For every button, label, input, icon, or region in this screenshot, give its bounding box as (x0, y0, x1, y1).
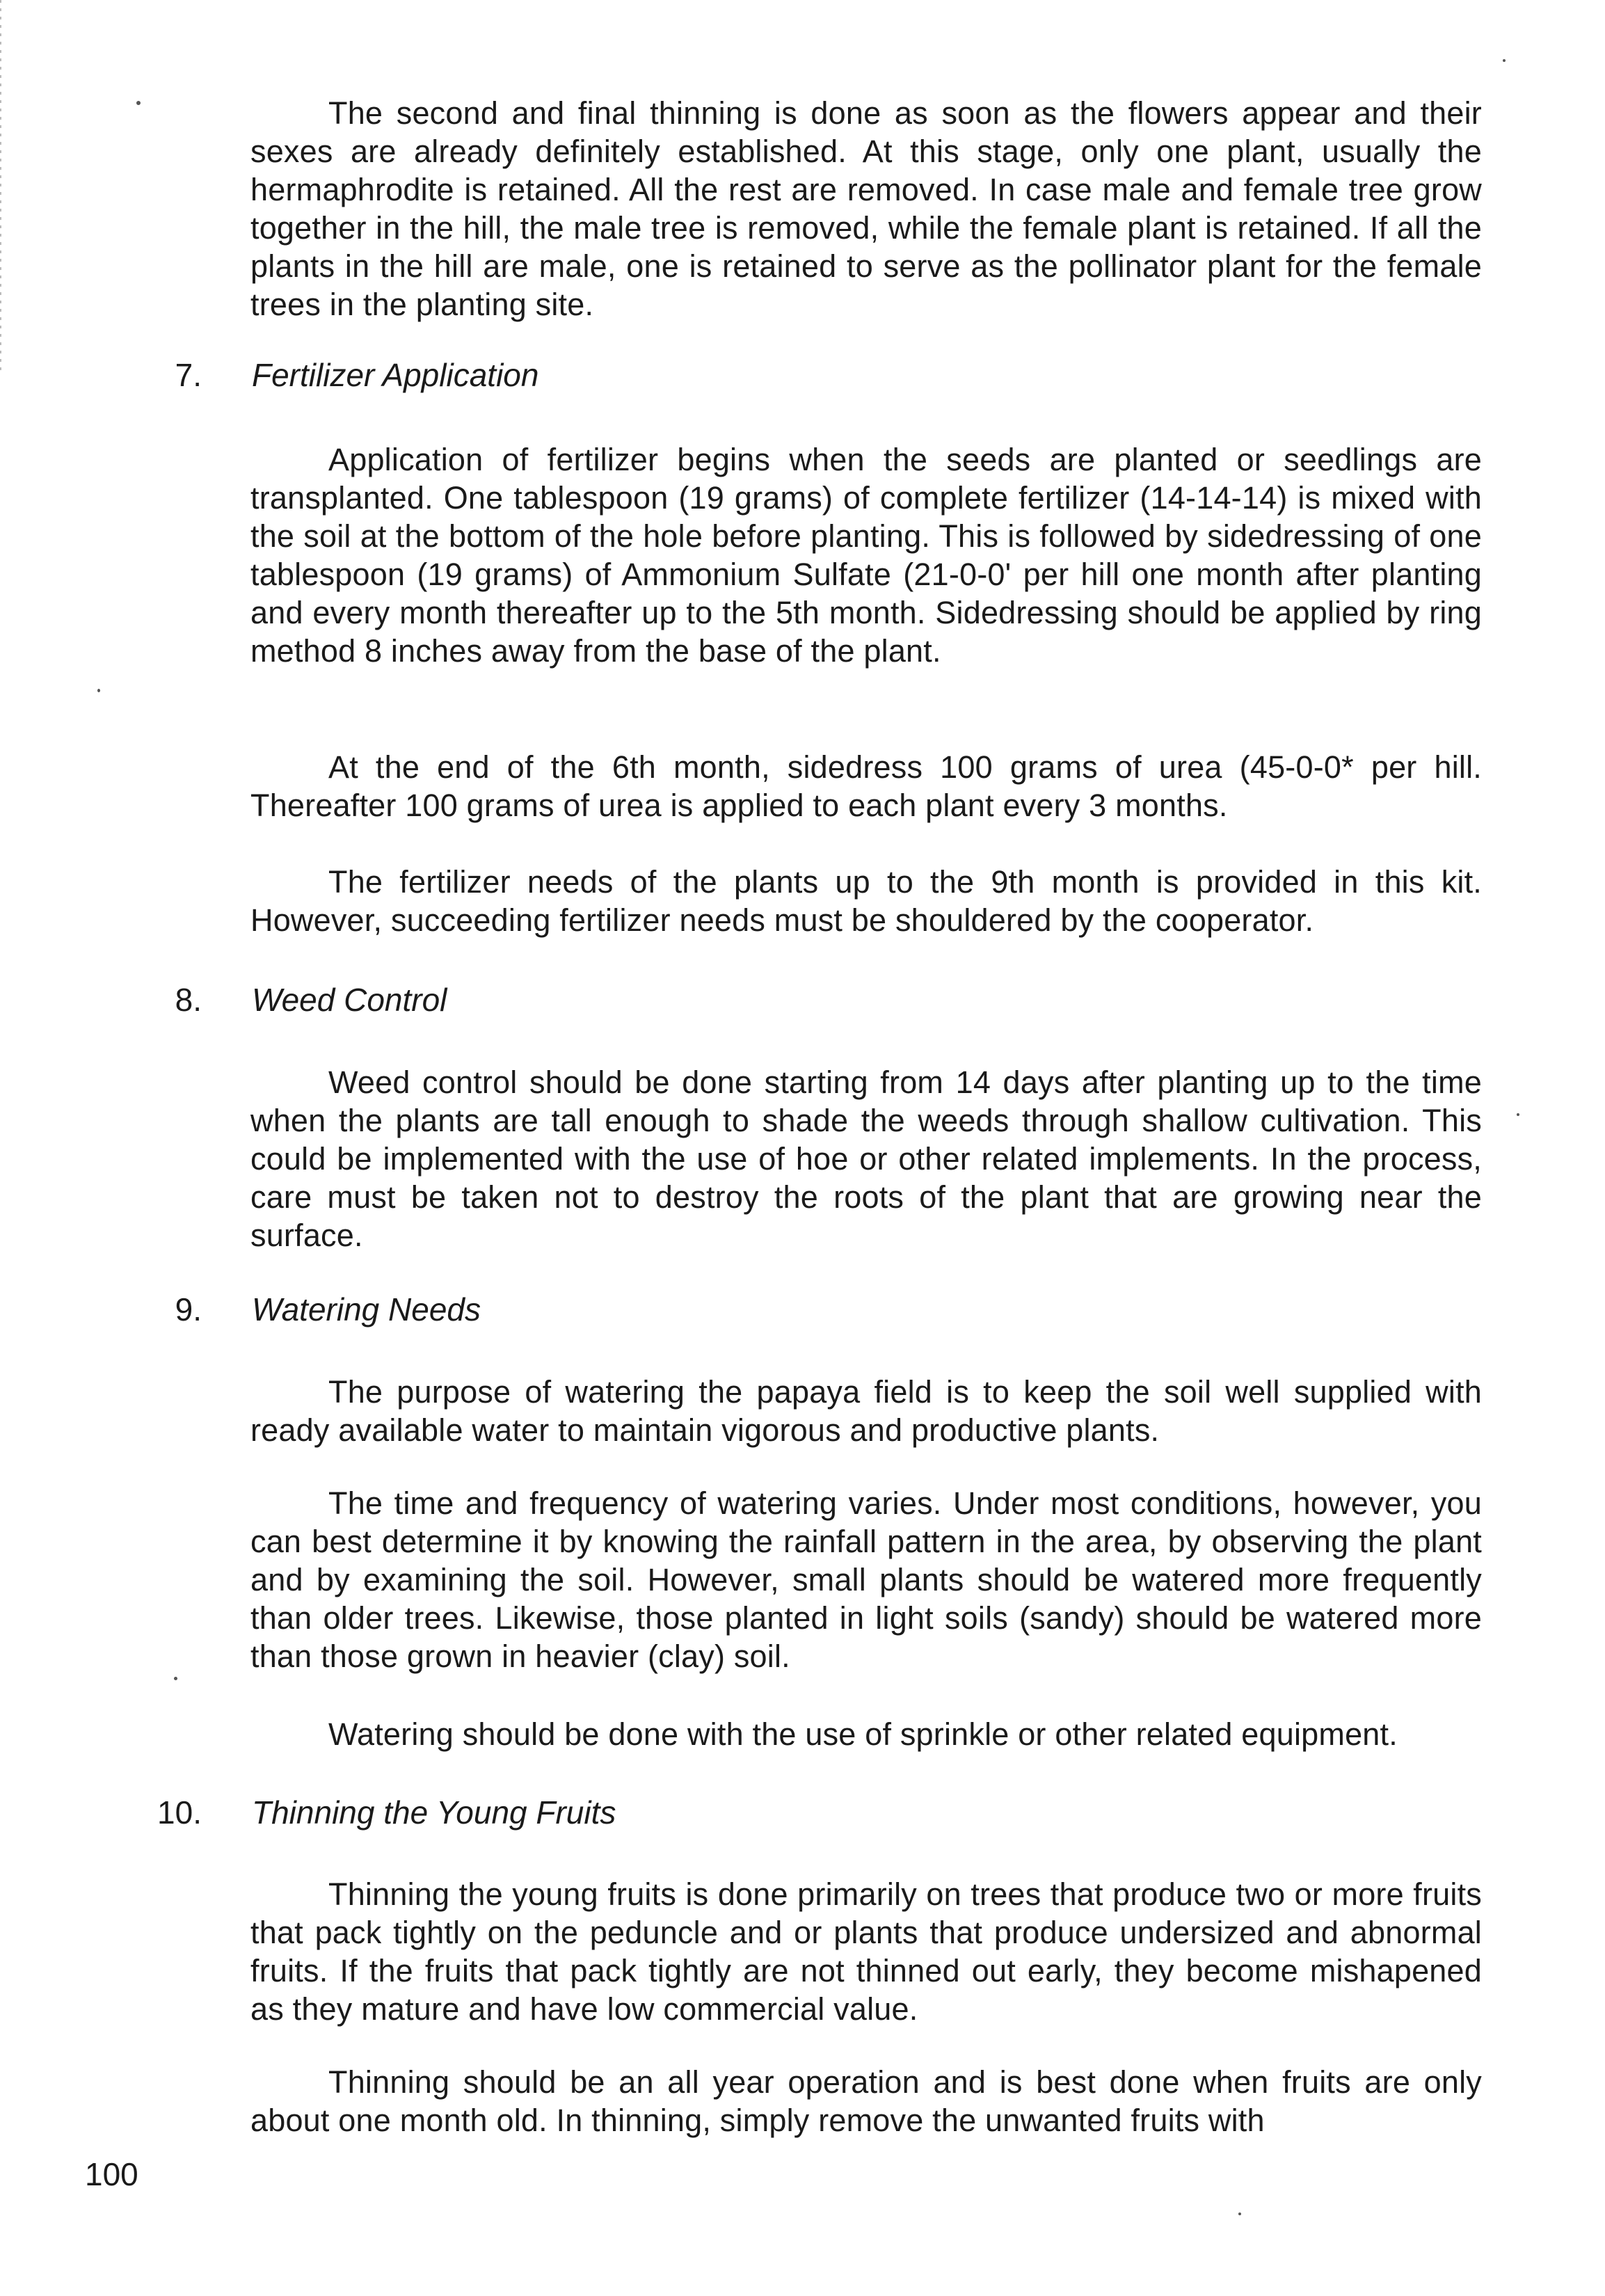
scan-edge-artifact (0, 0, 1, 376)
section-8-title: Weed Control (252, 982, 447, 1018)
section-10-paragraph-1: Thinning the young fruits is done primarily on trees that produce two or more fruits that pack tightly on the peduncle and or plants that produce undersized and abnormal fruits. If the fruits that pack tightly are not thinned out early, they become mishapened as they mature and have low commercial value. (250, 1876, 1482, 2027)
section-9-paragraph-3: Watering should be done with the use of sprinkle or other related equipment. (328, 1716, 1398, 1752)
intro-paragraph: The second and final thinning is done as soon as the flowers appear and their sexes are already definitely established. At this stage, only one plant, usually the hermaphrodite is retained. All the rest are removed. In case male and female tree grow together in the hill, the male tree is removed, while the female plant is retained. If all the plants in the hill are male, one is retained to serve as the pollinator plant for the female trees in the planting site. (250, 95, 1482, 322)
section-7-paragraph-1: Application of fertilizer begins when the seeds are planted or seedlings are transplanted. One tablespoon (19 grams) of complete fertilizer (14-14-14) is mixed with the soil at the bottom of the hole before planting. This is followed by sidedressing of one tablespoon (19 grams) of Ammonium Sulfate (21-0-0' per hill one month after planting and every month thereafter up to the 5th month. Sidedressing should be applied by ring method 8 inches away from the base of the plant. (250, 442, 1482, 669)
section-9-paragraph-1: The purpose of watering the papaya field is to keep the soil well supplied with ready available water to maintain vigorous and productive plants. (250, 1374, 1482, 1448)
scan-speck (174, 1677, 177, 1680)
section-9-paragraph-2: The time and frequency of watering varies. Under most conditions, however, you can best determine it by knowing the rainfall pattern in the area, by observing the plant and by examining the soil. However, small plants should be watered more frequently than older trees. Likewise, those planted in light soils (sandy) should be watered more than those grown in heavier (clay) soil. (250, 1485, 1482, 1674)
section-7-paragraph-2: At the end of the 6th month, sidedress 100 grams of urea (45-0-0* per hill. Thereafter 100 grams of urea is applied to each plant every 3 months. (250, 749, 1482, 823)
section-10-title: Thinning the Young Fruits (252, 1794, 616, 1831)
section-7-number: 7. (175, 357, 202, 393)
section-10-paragraph-2: Thinning should be an all year operation and is best done when fruits are only about one month old. In thinning, simply remove the unwanted fruits with (250, 2064, 1482, 2138)
scan-speck (1517, 1113, 1519, 1116)
scan-speck (1238, 2213, 1241, 2215)
section-8-number: 8. (175, 982, 202, 1018)
section-10-number: 10. (157, 1794, 202, 1831)
section-8-paragraph-1: Weed control should be done starting from 14 days after planting up to the time when the plants are tall enough to shade the weeds through shallow cultivation. This could be implemented with the use of hoe or other related implements. In the process, care must be taken not to destroy the roots of the plant that are growing near the surface. (250, 1065, 1482, 1253)
section-7-title: Fertilizer Application (252, 357, 539, 393)
scan-speck (136, 101, 141, 105)
scan-speck (97, 689, 100, 692)
section-7-paragraph-3: The fertilizer needs of the plants up to the 9th month is provided in this kit. However, succeeding fertilizer needs must be shouldered by the cooperator. (250, 864, 1482, 938)
scan-speck (1503, 59, 1506, 62)
page-number: 100 (85, 2156, 138, 2192)
section-9-number: 9. (175, 1291, 202, 1328)
section-9-title: Watering Needs (252, 1291, 481, 1328)
